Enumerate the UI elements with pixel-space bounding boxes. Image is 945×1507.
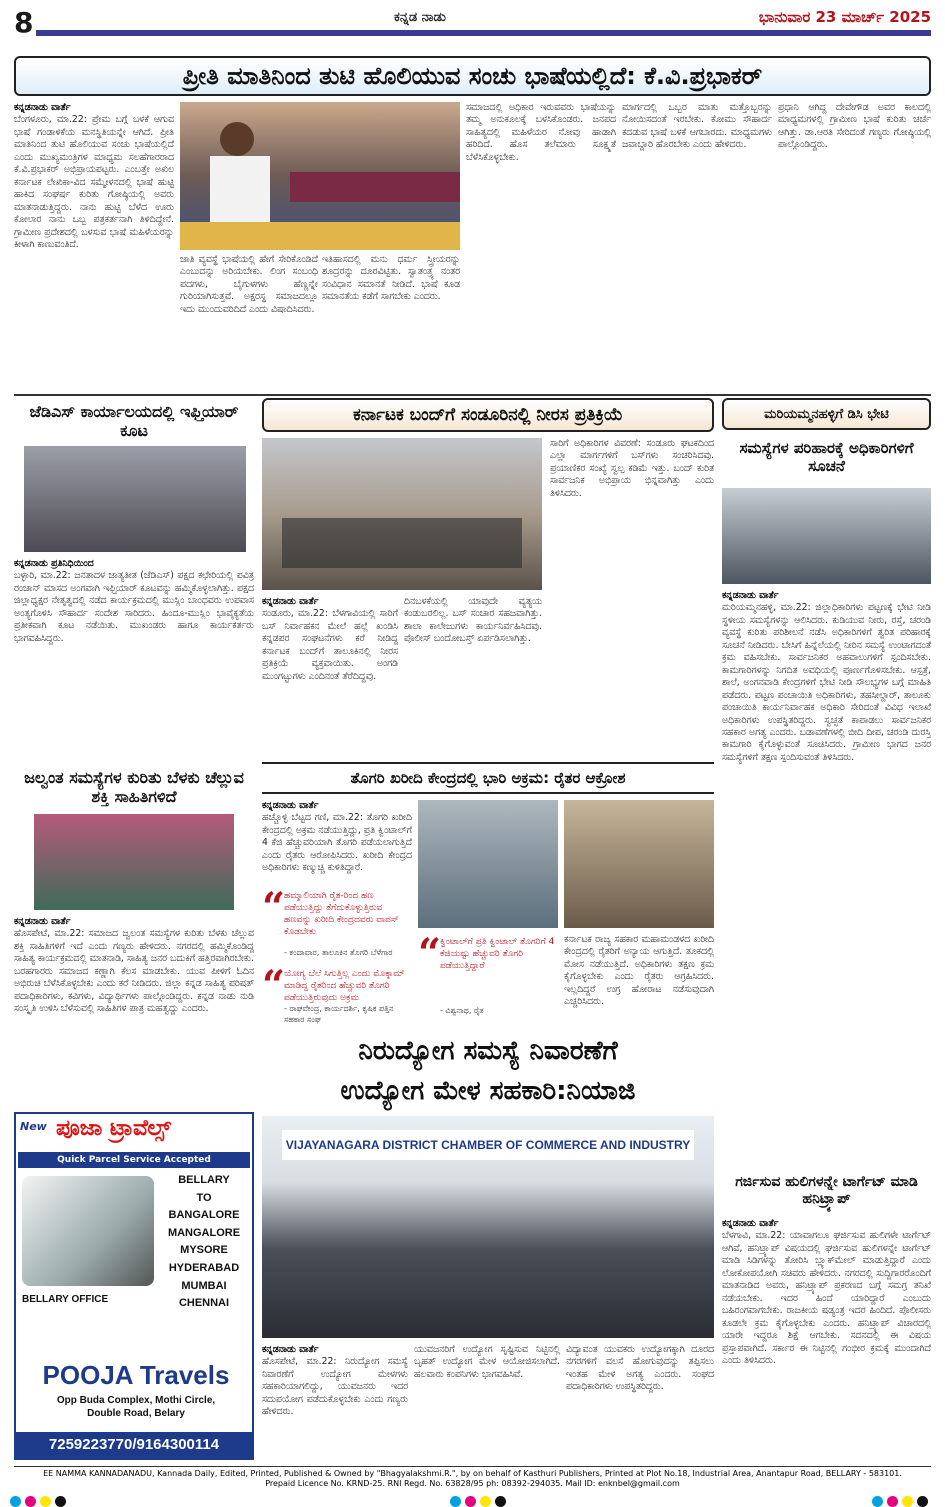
job-headline-1: ನಿರುದ್ಯೋಗ ಸಮಸ್ಯೆ ನಿವಾರಣೆಗೆ	[358, 1036, 618, 1067]
ad-phone: 7259223770/9164300114	[16, 1432, 252, 1458]
honeytrap-story	[722, 1168, 931, 1460]
bandh-col-1	[262, 596, 398, 756]
quote-1-text: ಹಮ್ಮಾಲಿಯಾಗಿ ರೈತ-ರಿಂದ ಹಣ ಪಡೆಯುತ್ತಿದ್ದು ತೆಗೆದುಕೊಳ್ಳುತ್ತಿರುವ ಹಣವನ್ನು ಖರೀದಿ ಕೇಂದ್ರದವರು ವಾಪಸ್ ಕೊಡಬೇಕು	[284, 891, 399, 938]
quote-3-text: ಕ್ವಿಂಟಾಲ್‌ಗೆ ಪ್ರತಿ ಕ್ವಿಂಟಾಲ್ ತೊಗರಿಗೆ 4 ಕೆಜಿಯಷ್ಟು ಹೆಚ್ಚುವರಿ ತೊಗರಿ ಪಡೆಯುತ್ತಿದ್ದಾರೆ	[440, 937, 555, 972]
water-body	[14, 916, 254, 1106]
job-col-1-text: ಹೊಸಪೇಟೆ, ಮಾ.22: ನಿರುದ್ಯೋಗ ಸಮಸ್ಯೆ ನಿವಾರಣೆಗೆ ಉದ್ಯೋಗ ಮೇಳಗಳು ಸಹಕಾರಿಯಾಗಲಿದ್ದು, ಯುವಜನರು ಇದರ ಸದುಪಯೋಗ ಪಡೆದುಕೊಳ್ಳಬೇಕು ಎಂದು ಗಣ್ಯರು ಹೇಳಿದರು.	[262, 1356, 408, 1418]
divider	[14, 394, 931, 396]
dc-headline-1: ಮರಿಯಮ್ಮನಹಳ್ಳಿಗೆ ಡಿಸಿ ಭೇಟಿ	[722, 398, 931, 430]
water-photo	[34, 814, 234, 910]
route-3: MANGALORE	[167, 1226, 241, 1239]
ad-address	[20, 1394, 252, 1420]
water-text: ಹೊಸಪೇಟೆ, ಮಾ.22: ಸಮಾಜದ ಜ್ವಲಂತ ಸಮಸ್ಯೆಗಳ ಕುರಿತು ಬೆಳಕು ಚೆಲ್ಲುವ ಶಕ್ತಿ ಸಾಹಿತಿಗಳಿಗೆ ಇದೆ ಎಂದು ಗಣ್ಯರು ಹೇಳಿದರು. ನಗರದಲ್ಲಿ ಹಮ್ಮಿಕೊಂಡಿದ್ದ ಸಾಹಿತ್ಯ ಕಾರ್ಯಕ್ರಮದಲ್ಲಿ ಮಾತನಾಡಿ, ಸಾಹಿತ್ಯ ಜನರ ಬದುಕಿಗೆ ಹತ್ತಿರವಾಗಿರಬೇಕು. ಬರಹಗಾರರು ಸಮಾಜದ ಕಣ್ಣಾಗಿ ಕೆಲಸ ಮಾಡಬೇಕು. ಯುವ ಪೀಳಿಗೆ ಓದಿನ ಅಭಿರುಚಿ ಬೆಳೆಸಿಕೊಳ್ಳಬೇಕು ಎಂದು ಕರೆ ನೀಡಿದರು. ಜಿಲ್ಲಾ ಕನ್ನಡ ಸಾಹಿತ್ಯ ಪರಿಷತ್ ಪದಾಧಿಕಾರಿಗಳು, ಕವಿಗಳು, ವಿದ್ಯಾರ್ಥಿಗಳು ಪಾಲ್ಗೊಂಡಿದ್ದರು. ಕನ್ನಡ ನಾಡು ನುಡಿ ಸಂಸ್ಕೃತಿ ಉಳಿಸಿ ಬೆಳೆಸುವಲ್ಲಿ ಸಾಹಿತಿಗಳ ಪಾತ್ರ ಮಹತ್ವದ್ದು ಎಂದರು.	[14, 928, 254, 1015]
lead-col-1-text: ಬೆಂಗಳೂರು, ಮಾ.22: ಪ್ರೇಮ ಬಗ್ಗೆ ಬಳಕೆ ಆಗುವ ಭಾಷೆ ಗಂಡಾಳಿಕೆಯ ಮನಸ್ಥಿತಿಯನ್ನೇ ಆಗಿದೆ. ಪ್ರೀತಿ ಮಾತಿನಿಂದ ತುಟಿ ಹೊಲಿಯುವ ಸಂಚು ಭಾಷೆಯಲ್ಲಿದೆ ಎಂದು ಮುಖ್ಯಮಂತ್ರಿಗಳ ಮಾಧ್ಯಮ ಸಲಹೆಗಾರರಾದ ಕೆ.ವಿ.ಪ್ರಭಾಕರ್ ಅಭಿಪ್ರಾಯಪಟ್ಟರು. ಎಂಬತ್ತೇ ಅಖಿಲ ಕರ್ನಾಟಕ ಲೇಖಿಕಾ-ವಿದ ಸಮ್ಮೇಳನದಲ್ಲಿ ಭಾಷೆ ಹುಟ್ಟಿ ಹಾಕಿದ ಸಂಘರ್ಷ ಕುರಿತು ಗೋಷ್ಠಿಯಲ್ಲಿ ಅವರು ಮಾತನಾಡುತ್ತಿದ್ದರು. ನಾನು ಹುಟ್ಟಿ ಬೆಳೆದ ಊರು ಕೋಲಾರ ನಾನು ಒಬ್ಬ ಪತ್ರಕರ್ತನಾಗಿ ತಿಳಿದಿದ್ದೇನೆ. ಗ್ರಾಮೀಣ ಪ್ರದೇಶದಲ್ಲಿ ಬಳಸುವ ಭಾಷೆ ಮಹಿಳೆಯರನ್ನು ಕೀಳಾಗಿ ಕಾಣುವಂತಿದೆ.	[14, 114, 174, 250]
togari-headline: ತೊಗರಿ ಖರೀದಿ ಕೇಂದ್ರದಲ್ಲಿ ಭಾರಿ ಅಕ್ರಮ: ರೈತರ ಆಕ್ರೋಶ	[262, 762, 714, 794]
magenta-dot	[887, 1496, 898, 1507]
tiger-headline: ಗರ್ಜಿಸುವ ಹುಲಿಗಳನ್ನೇ ಟಾರ್ಗೆಟ್ ಮಾಡಿ ಹನಿಟ್ರ್ಯಾಪ್	[735, 1174, 918, 1207]
route-0: BELLARY	[178, 1174, 230, 1186]
black-dot	[55, 1496, 66, 1507]
quote-2	[262, 962, 412, 1026]
bandh-col-3: ಸಾರಿಗೆ ಅಧಿಕಾರಿಗಳ ವಿವರಣೆ: ಸಂಡೂರು ಘಟಕದಿಂದ ಎಲ್ಲಾ ಮಾರ್ಗಗಳಿಗೆ ಬಸ್‌ಗಳು ಸಂಚರಿಸಿದವು. ಪ್ರಯಾಣಿಕರ ಸಂಖ್ಯೆ ಸ್ವಲ್ಪ ಕಡಿಮೆ ಇತ್ತು. ಬಂದ್ ಕುರಿತ ಸಾರ್ವಜನಿಕ ಅಭಿಪ್ರಾಯ ಭಿನ್ನವಾಗಿತ್ತು ಎಂದು ತಿಳಿಸಿದರು.	[550, 438, 714, 499]
bandh-headline: ಕರ್ನಾಟಕ ಬಂದ್‌ಗೆ ಸಂಡೂರಿನಲ್ಲಿ ನೀರಸ ಪ್ರತಿಕ್ರಿಯೆ	[262, 398, 714, 432]
flower-decoration	[180, 222, 460, 250]
imprint-line-1: EE NAMMA KANNADANADU, Kannada Daily, Edited, Printed, Published & Owned by "Bhagyalakshmi.R.", by on behalf of Kasthuri Publishers, Printed at Plot No.18, Industrial Area, Anantapur Road, BELLARY - 583101.	[43, 1469, 902, 1478]
pooja-travels-ad	[14, 1112, 254, 1460]
quote-mark-icon: “	[262, 962, 286, 1009]
jds-headline: ಜೆಡಿಎಸ್ ಕಾರ್ಯಾಲಯದಲ್ಲಿ ಇಫ್ತಿಯಾರ್ ಕೂಟ	[29, 401, 239, 440]
header-bar	[36, 30, 931, 36]
yellow-dot	[480, 1496, 491, 1507]
job-col-3: ವಿದ್ಯಾವಂತ ಯುವಕರು ಉದ್ಯೋಗಕ್ಕಾಗಿ ದೂರದ ನಗರಗಳಿಗೆ ವಲಸೆ ಹೋಗುವುದನ್ನು ತಪ್ಪಿಸಲು ಇಂತಹ ಮೇಳ ಅಗತ್ಯ ಎಂದರು. ಸಂಘದ ಪದಾಧಿಕಾರಿಗಳು ಉಪಸ್ಥಿತರಿದ್ದರು.	[566, 1344, 714, 1393]
jds-text: ಬಳ್ಳಾರಿ, ಮಾ.22: ಜನತಾದಳ ಜಾತ್ಯತೀತ (ಜೆಡಿಎಸ್) ಪಕ್ಷದ ಕಛೇರಿಯಲ್ಲಿ ಪವಿತ್ರ ರಂಜಾನ್ ಮಾಸದ ಅಂಗವಾಗಿ ಇಫ್ತಿಯಾರ್ ಕೂಟವನ್ನು ಹಮ್ಮಿಕೊಳ್ಳಲಾಗಿತ್ತು. ಪಕ್ಷದ ಜಿಲ್ಲಾಧ್ಯಕ್ಷರ ನೇತೃತ್ವದಲ್ಲಿ ನಡೆದ ಕಾರ್ಯಕ್ರಮದಲ್ಲಿ ಮುಸ್ಲಿಂ ಬಾಂಧವರು ಉಪವಾಸ ಅಂತ್ಯಗೊಳಿಸಿ ಸೌಹಾರ್ದ ಸಂದೇಶ ಸಾರಿದರು. ಹಿಂದೂ-ಮುಸ್ಲಿಂ ಭಾವೈಕ್ಯತೆಯ ಪ್ರತೀಕವಾಗಿ ಕೂಟ ನಡೆಯಿತು. ಮುಖಂಡರು ಹಾಗೂ ಕಾರ್ಯಕರ್ತರು ಭಾಗವಹಿಸಿದ್ದರು.	[14, 570, 254, 644]
job-fair-photo	[262, 1116, 714, 1338]
quote-mark-icon: “	[418, 930, 442, 977]
speaker-figure	[220, 122, 254, 156]
job-dateline: ಕನ್ನಡನಾಡು ವಾರ್ತೆ	[262, 1344, 319, 1355]
water-dateline: ಕನ್ನಡನಾಡು ವಾರ್ತೆ	[14, 916, 71, 927]
tiger-dateline: ಕನ್ನಡನಾಡು ವಾರ್ತೆ	[722, 1218, 779, 1229]
ad-routes	[156, 1172, 252, 1352]
cyan-dot	[872, 1496, 883, 1507]
quote-2-text: ಯೋಗ್ಯ ಬೆಲೆ ಸಿಗುತ್ತಿಲ್ಲ ಎಂದು ಮೊಕ್ಕಾಮ್ ಮಾಡಿದ್ದ ರೈತರಿಂದ ಹೆಚ್ಚುವರಿ ತೊಗರಿ ಪಡೆಯುತ್ತಿರುವುದು ಅಕ್ರಮ	[284, 969, 405, 1004]
quote-1	[262, 884, 412, 962]
quote-3	[418, 930, 558, 1026]
page-header	[14, 6, 931, 44]
dc-photo	[722, 488, 931, 584]
dc-headline-2: ಸಮಸ್ಯೆಗಳ ಪರಿಹಾರಕ್ಕೆ ಅಧಿಕಾರಿಗಳಿಗೆ ಸೂಚನೆ	[739, 439, 914, 475]
lead-col-2: ಜಾತಿ ವ್ಯವಸ್ಥೆ ಭಾಷೆಯಲ್ಲಿ ಹೇಗೆ ಸೇರಿಕೊಂಡಿದೆ ಎಂಬುದನ್ನು ಅರಿಯಬೇಕು. ಲಿಂಗ ಸಂಬಂಧಿ ಪದಗಳು, ಬೈಗುಳಗಳು ಹೆಣ್ಣನ್ನೇ ಗುರಿಯಾಗಿಸುತ್ತವೆ. ಅಕ್ಷರಸ್ಥ ಸಮಾಜದಲ್ಲೂ ಇದು ಮುಂದುವರಿದಿದೆ ಎಂದು ವಿಷಾದಿಸಿದರು.	[180, 254, 318, 315]
masthead: ಕನ್ನಡ ನಾಡು	[394, 10, 446, 25]
bandh-col-2: ದಿನಬಳಕೆಯಲ್ಲಿ ಯಾವುದೇ ವ್ಯತ್ಯಯ ಕಂಡುಬರಲಿಲ್ಲ. ಬಸ್ ಸಂಚಾರ ಸಹಜವಾಗಿತ್ತು. ಶಾಲಾ ಕಾಲೇಜುಗಳು ಕಾರ್ಯನಿರ್ವಹಿಸಿದವು. ಪೊಲೀಸ್ ಬಂದೋಬಸ್ತ್ ಏರ್ಪಡಿಸಲಾಗಿತ್ತು.	[404, 596, 542, 645]
lead-dateline: ಕನ್ನಡನಾಡು ವಾರ್ತೆ	[14, 102, 71, 113]
jds-dateline: ಕನ್ನಡನಾಡು ಪ್ರತಿನಿಧಿಯಿಂದ	[14, 558, 94, 569]
route-7: CHENNAI	[178, 1297, 230, 1310]
dc-text: ಮರಿಯಮ್ಮನಹಳ್ಳಿ, ಮಾ.22: ಜಿಲ್ಲಾಧಿಕಾರಿಗಳು ಪಟ್ಟಣಕ್ಕೆ ಭೇಟಿ ನೀಡಿ ಸ್ಥಳೀಯ ಸಮಸ್ಯೆಗಳನ್ನು ಆಲಿಸಿದರು. ಕುಡಿಯುವ ನೀರು, ರಸ್ತೆ, ಚರಂಡಿ ವ್ಯವಸ್ಥೆ ಕುರಿತು ಪರಿಶೀಲನೆ ನಡೆಸಿ ಅಧಿಕಾರಿಗಳಿಗೆ ತ್ವರಿತ ಪರಿಹಾರಕ್ಕೆ ಸೂಚನೆ ನೀಡಿದರು. ಬೇಸಿಗೆ ಹಿನ್ನೆಲೆಯಲ್ಲಿ ನೀರಿನ ಸಮಸ್ಯೆ ಉಂಟಾಗದಂತೆ ಕ್ರಮ ವಹಿಸಬೇಕು. ಸಾರ್ವಜನಿಕರ ಅಹವಾಲುಗಳಿಗೆ ಸ್ಪಂದಿಸಬೇಕು. ಕಾಮಗಾರಿಗಳನ್ನು ನಿಗದಿತ ಅವಧಿಯಲ್ಲಿ ಪೂರ್ಣಗೊಳಿಸಬೇಕು. ಆಸ್ಪತ್ರೆ, ಶಾಲೆ, ಅಂಗನವಾಡಿ ಕೇಂದ್ರಗಳಿಗೆ ಭೇಟಿ ನೀಡಿ ಸೌಲಭ್ಯಗಳ ಬಗ್ಗೆ ಮಾಹಿತಿ ಪಡೆದರು. ಪಟ್ಟಣ ಪಂಚಾಯಿತಿ ಅಧಿಕಾರಿಗಳು, ತಹಸೀಲ್ದಾರ್, ತಾಲೂಕು ಪಂಚಾಯಿತಿ ಕಾರ್ಯನಿರ್ವಾಹಕ ಅಧಿಕಾರಿ ಸೇರಿದಂತೆ ವಿವಿಧ ಇಲಾಖೆ ಅಧಿಕಾರಿಗಳು ಉಪಸ್ಥಿತರಿದ್ದರು. ಸ್ವಚ್ಛತೆ ಕಾಪಾಡಲು ಸಾರ್ವಜನಿಕರ ಸಹಕಾರ ಅಗತ್ಯ ಎಂದರು. ಬಡಾವಣೆಗಳಲ್ಲಿ ಬೀದಿ ದೀಪ, ಚರಂಡಿ ದುರಸ್ತಿ ಕಾಮಗಾರಿ ಕೈಗೊಳ್ಳುವಂತೆ ಸೂಚಿಸಿದರು. ಗ್ರಾಮೀಣ ಭಾಗದ ಜನರ ಸಮಸ್ಯೆಗಳಿಗೆ ತಕ್ಷಣ ಸ್ಪಂದಿಸುವಂತೆ ತಿಳಿಸಿದರು.	[722, 602, 931, 763]
quote-mark-icon: “	[262, 884, 286, 931]
magenta-dot	[25, 1496, 36, 1507]
ad-tagline: Quick Parcel Service Accepted	[18, 1152, 250, 1168]
ad-title: ಪೂಜಾ ಟ್ರಾವೆಲ್ಸ್	[56, 1116, 171, 1141]
job-fair-banner: VIJAYANAGARA DISTRICT CHAMBER OF COMMERCE AND INDUSTRY	[282, 1130, 694, 1160]
quote-3-by: - ವಿಶ್ವನಾಥ, ರೈತ	[440, 1006, 484, 1015]
bandh-col-1-text: ಸಂಡೂರು, ಮಾ.22: ಬೆಳಗಾವಿಯಲ್ಲಿ ಸಾರಿಗೆ ಬಸ್ ನಿರ್ವಾಹಕನ ಮೇಲೆ ಹಲ್ಲೆ ಖಂಡಿಸಿ ಕನ್ನಡಪರ ಸಂಘಟನೆಗಳು ಕರೆ ನೀಡಿದ್ದ ಕರ್ನಾಟಕ ಬಂದ್‌ಗೆ ತಾಲೂಕಿನಲ್ಲಿ ನೀರಸ ಪ್ರತಿಕ್ರಿಯೆ ವ್ಯಕ್ತವಾಯಿತು. ಅಂಗಡಿ ಮುಂಗಟ್ಟುಗಳು ಎಂದಿನಂತೆ ತೆರೆದಿದ್ದವು.	[262, 608, 398, 682]
imprint-line-2: Prepaid Licence No. KRND-25. RNI Regd. No. 63828/95 ph: 08392-294035. Mail ID: enknbel@gmail.com	[265, 1479, 680, 1489]
registration-dots-right	[872, 1492, 932, 1507]
tiger-text: ಬೆಳಗಾವಿ, ಮಾ.22: ಯಾವಾಗಲೂ ಘರ್ಜಿಸುವ ಹುಲಿಗಳೇ ಟಾರ್ಗೆಟ್ ಆಗಿವೆ, ಹನಿಟ್ರ್ಯಾಪ್ ವಿಷಯದಲ್ಲಿ ಘರ್ಜಿಸುವ ಹುಲಿಗಳನ್ನೇ ಟಾರ್ಗೆಟ್ ಮಾಡಿ ಸಿಡಿಗಳನ್ನು ತೋರಿಸಿ ಬ್ಲ್ಯಾಕ್‌ಮೇಲ್ ಮಾಡುತ್ತಿದ್ದಾರೆ ಎಂದು ಲೋಕೋಪಯೋಗಿ ಸಚಿವರು ಹೇಳಿದರು. ನಗರದಲ್ಲಿ ಸುದ್ದಿಗಾರರೊಂದಿಗೆ ಮಾತನಾಡಿದ ಅವರು, ಹನಿಟ್ರ್ಯಾಪ್ ಪ್ರಕರಣದ ಬಗ್ಗೆ ಸಮಗ್ರ ತನಿಖೆ ನಡೆಯಬೇಕು. ಇದರ ಹಿಂದೆ ಯಾರಿದ್ದಾರೆ ಎಂಬುದು ಬಹಿರಂಗವಾಗಬೇಕು. ರಾಜಕೀಯ ಷಡ್ಯಂತ್ರ ಇದರ ಹಿಂದಿದೆ. ಪೊಲೀಸರು ಕೂಡಲೇ ಕ್ರಮ ಕೈಗೊಳ್ಳಬೇಕು ಎಂದರು. ಹನಿಟ್ರ್ಯಾಪ್ ವಿಚಾರದಲ್ಲಿ ಯಾರೇ ಇದ್ದರೂ ಶಿಕ್ಷೆ ಆಗಬೇಕು. ಸದನದಲ್ಲಿ ಈ ವಿಷಯ ಪ್ರಸ್ತಾಪವಾಗಿದೆ. ಸರ್ಕಾರ ಈ ನಿಟ್ಟಿನಲ್ಲಿ ಗಂಭೀರ ಕ್ರಮಕ್ಕೆ ಮುಂದಾಗಿದೆ ಎಂದು ತಿಳಿಸಿದರು.	[722, 1230, 931, 1366]
togari-text: ಹಚ್ಚೊಳ್ಳಿ ಬೆಟ್ಟದ ಗಣಿ, ಮಾ.22: ತೊಗರಿ ಖರೀದಿ ಕೇಂದ್ರದಲ್ಲಿ ಅಕ್ರಮ ನಡೆಯುತ್ತಿದ್ದು, ಪ್ರತಿ ಕ್ವಿಂಟಾಲ್‌ಗೆ 4 ಕೆಜಿ ಹೆಚ್ಚುವರಿಯಾಗಿ ತೊಗರಿ ಪಡೆಯಲಾಗುತ್ತಿದೆ ಎಂದು ರೈತರು ಆರೋಪಿಸಿದರು. ಖರೀದಿ ಕೇಂದ್ರದ ಅಧಿಕಾರಿಗಳು ಕಣ್ಮುಚ್ಚಿ ಕುಳಿತಿದ್ದಾರೆ.	[262, 812, 412, 874]
ad-new: New	[20, 1120, 47, 1133]
lead-col-3: ಇತಿಹಾಸದಲ್ಲಿ ಮನು ಧರ್ಮ ಸ್ತ್ರೀಯರನ್ನು ಶೂದ್ರರನ್ನು ದೂರವಿಟ್ಟಿತು. ಸ್ವಾತಂತ್ರ್ಯ ನಂತರ ಸಂವಿಧಾನ ಸಮಾನತೆ ನೀಡಿದೆ. ಭಾಷೆ ಕೂಡ ಸಮಾನತೆಯ ಕಡೆಗೆ ಸಾಗಬೇಕು ಎಂದರು.	[322, 254, 460, 303]
lead-photo	[180, 102, 460, 250]
route-5: HYDERABAD	[168, 1261, 240, 1274]
lead-headline: ಪ್ರೀತಿ ಮಾತಿನಿಂದ ತುಟಿ ಹೊಲಿಯುವ ಸಂಚು ಭಾಷೆಯಲ್ಲಿದೆ: ಕೆ.ವಿ.ಪ್ರಭಾಕರ್	[14, 56, 931, 96]
quote-1-by: - ಕಂದಾವಾರ, ತಾಲೂಕಿನ ತೊಗರಿ ಬೆಳೆಗಾರ	[284, 948, 393, 957]
quote-2-by: - ರಾಘವೇಂದ್ರ, ಕಾರ್ಯದರ್ಶಿ, ಕೃಷಿಕ ಪತ್ತಿನ ಸಹಕಾರ ಸಂಘ	[284, 1004, 394, 1024]
cyan-dot	[10, 1496, 21, 1507]
bus-picture	[22, 1176, 154, 1286]
ad-office: BELLARY OFFICE	[22, 1294, 109, 1305]
bandh-story	[262, 398, 714, 756]
ad-address-2: Double Road, Belary	[87, 1408, 185, 1419]
lead-col-1	[14, 102, 174, 392]
magenta-dot	[465, 1496, 476, 1507]
dais	[290, 172, 460, 202]
togari-photo-1	[418, 800, 558, 928]
lead-col-6: ಪ್ರಧಾನಿ ಆಗಿದ್ದ ದೇವೇಗೌಡ ಅವರ ಕಾಲದಲ್ಲಿ ಮಾಧ್ಯಮಗಳಲ್ಲಿ ಗ್ರಾಮೀಣ ಭಾಷೆ ಕುರಿತು ಚರ್ಚೆ ಆಗಿತ್ತು. ಡಾ.ಆರತಿ ಸೇರಿದಂತೆ ಗಣ್ಯರು ಗೋಷ್ಠಿಯಲ್ಲಿ ಪಾಲ್ಗೊಂಡಿದ್ದರು.	[778, 102, 931, 151]
page-number: 8	[14, 6, 34, 39]
dc-visit-story	[722, 398, 931, 978]
lead-story	[14, 100, 931, 392]
dc-body	[722, 590, 931, 978]
togari-body-2: ಕರ್ನಾಟಕ ರಾಜ್ಯ ಸಹಕಾರ ಮಹಾಮಂಡಳದ ಖರೀದಿ ಕೇಂದ್ರದಲ್ಲಿ ರೈತರಿಗೆ ಅನ್ಯಾಯ ಆಗುತ್ತಿದೆ. ತೂಕದಲ್ಲಿ ಮೋಸ ನಡೆಯುತ್ತಿದೆ. ಅಧಿಕಾರಿಗಳು ತಕ್ಷಣ ಕ್ರಮ ಕೈಗೊಳ್ಳಬೇಕು ಎಂದು ರೈತರು ಆಗ್ರಹಿಸಿದರು. ಇಲ್ಲದಿದ್ದರೆ ಉಗ್ರ ಹೋರಾಟ ನಡೆಸುವುದಾಗಿ ಎಚ್ಚರಿಸಿದರು.	[564, 934, 714, 1008]
route-6: MUMBAI	[181, 1279, 227, 1292]
lead-col-4: ಸಮಾಜದಲ್ಲಿ ಅಧಿಕಾರ ಇರುವವರು ಭಾಷೆಯನ್ನು ತಮ್ಮ ಅನುಕೂಲಕ್ಕೆ ಬಳಸಿಕೊಂಡರು. ಜನಪದ ಸಾಹಿತ್ಯದಲ್ಲಿ ಮಹಿಳೆಯರ ನೋವು ಹಾಡಾಗಿ ಹರಿದಿದೆ. ಹೊಸ ತಲೆಮಾರು ಸೂಕ್ಷ್ಮತೆ ಬೆಳೆಸಿಕೊಳ್ಳಬೇಕು.	[466, 102, 616, 163]
job-fair-story	[262, 1032, 714, 1460]
ad-name: POOJA Travels	[42, 1360, 230, 1390]
togari-body	[262, 800, 412, 884]
togari-story	[262, 762, 714, 1026]
motorbikes	[282, 518, 522, 568]
bandh-dateline: ಕನ್ನಡನಾಡು ವಾರ್ತೆ	[262, 596, 319, 607]
togari-photo-2	[564, 800, 714, 928]
registration-dots-center	[450, 1492, 510, 1507]
job-headline-2: ಉದ್ಯೋಗ ಮೇಳ ಸಹಕಾರಿ:ನಿಯಾಜಿ	[340, 1076, 636, 1107]
ad-address-1: Opp Buda Complex, Mothi Circle,	[56, 1395, 216, 1406]
bandh-photo	[262, 438, 542, 590]
issue-date: ಭಾನುವಾರ 23 ಮಾರ್ಚ್ 2025	[758, 8, 931, 26]
water-headline: ಜಲ್ವಂತ ಸಮಸ್ಯೆಗಳ ಕುರಿತು ಬೆಳಕು ಚೆಲ್ಲುವ ಶಕ್ತಿ ಸಾಹಿತಿಗಳಿದೆ	[24, 767, 244, 806]
tiger-body	[722, 1218, 931, 1460]
route-2: BANGALORE	[168, 1209, 240, 1222]
cyan-dot	[450, 1496, 461, 1507]
footer-rule	[14, 1466, 931, 1467]
black-dot	[495, 1496, 506, 1507]
togari-dateline: ಕನ್ನಡನಾಡು ವಾರ್ತೆ	[262, 800, 319, 811]
yellow-dot	[902, 1496, 913, 1507]
job-col-1	[262, 1344, 408, 1460]
water-story	[14, 762, 254, 1106]
jds-story	[14, 398, 254, 756]
route-1: TO	[196, 1191, 212, 1204]
route-4: MYSORE	[180, 1244, 228, 1257]
registration-dots-left	[10, 1492, 70, 1507]
jds-photo	[24, 446, 246, 552]
job-col-2: ಯುವಜನರಿಗೆ ಉದ್ಯೋಗ ಸೃಷ್ಟಿಸುವ ನಿಟ್ಟಿನಲ್ಲಿ ಬೃಹತ್ ಉದ್ಯೋಗ ಮೇಳ ಆಯೋಜಿಸಲಾಗಿದೆ. ಹಲವಾರು ಕಂಪನಿಗಳು ಭಾಗವಹಿಸಿವೆ.	[414, 1344, 560, 1380]
jds-body	[14, 558, 254, 754]
black-dot	[917, 1496, 928, 1507]
dc-dateline: ಕನ್ನಡನಾಡು ವಾರ್ತೆ	[722, 590, 779, 601]
lead-col-5: ಮಾರ್ಗದಲ್ಲಿ ಒಬ್ಬರ ಮಾತು ಮತ್ತೊಬ್ಬರನ್ನು ನೋಯಿಸದಂತೆ ಇರಬೇಕು. ಕೋಮು ಸೌಹಾರ್ದ ಕದಡುವ ಭಾಷೆ ಬಳಕೆ ಆಗಬಾರದು. ಮಾಧ್ಯಮಗಳು ಜವಾಬ್ದಾರಿ ಹೊರಬೇಕು ಎಂದು ಹೇಳಿದರು.	[622, 102, 772, 151]
yellow-dot	[40, 1496, 51, 1507]
